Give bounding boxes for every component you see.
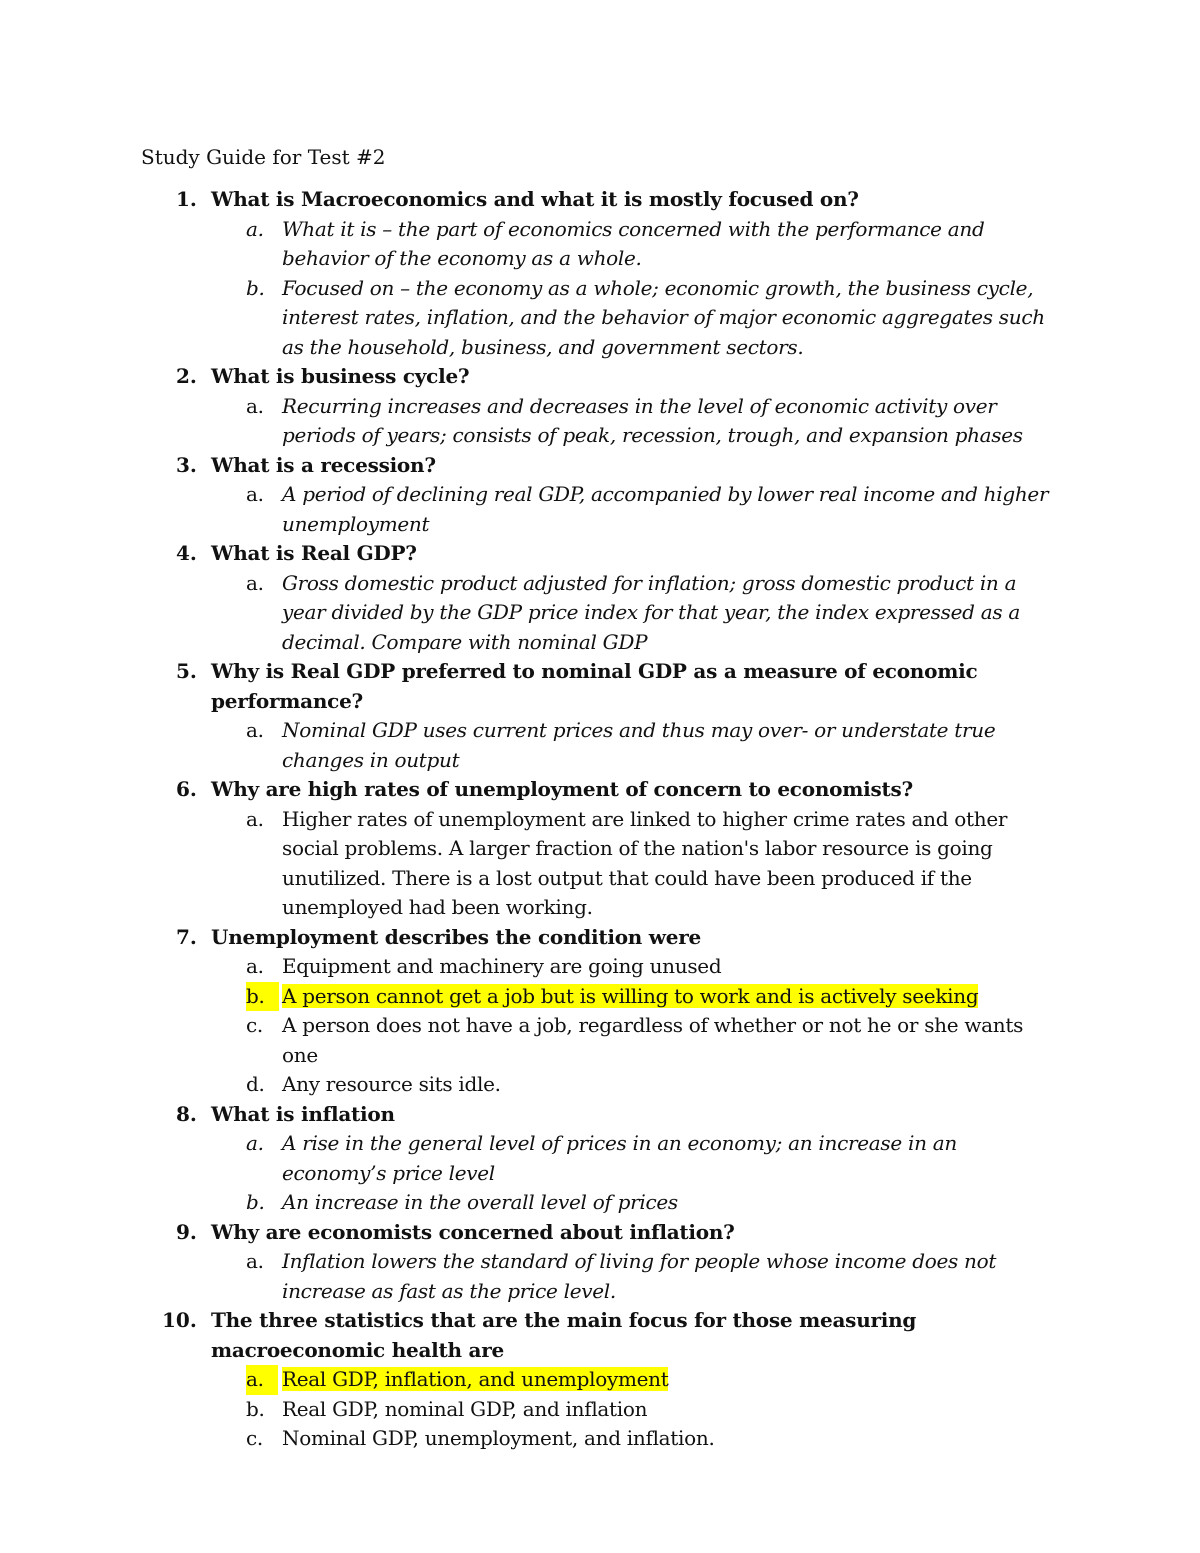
question-number: 7. — [176, 924, 197, 949]
answer-text: Recurring increases and decreases in the level of economic activity over periods of years; consists of peak, recession, trough, and expansion phases — [282, 393, 1023, 447]
answer-item — [211, 480, 1061, 539]
question-number: 10. — [162, 1308, 197, 1332]
question-number: 2. — [176, 364, 197, 388]
answer-item — [211, 1011, 1061, 1070]
answer-list — [211, 480, 1061, 539]
answer-letter: a. — [246, 570, 264, 595]
answer-list — [211, 1365, 1061, 1454]
question-item — [141, 539, 1061, 657]
question-text: Why is Real GDP preferred to nominal GDP as a measure of economic performance? — [211, 659, 978, 713]
answer-item — [211, 569, 1061, 658]
answer-letter: d. — [246, 1072, 265, 1096]
question-text: What is inflation — [211, 1101, 395, 1126]
answer-list — [211, 1129, 1061, 1218]
answer-letter: a. — [246, 482, 264, 506]
question-number: 3. — [176, 452, 197, 477]
question-number: 5. — [176, 659, 197, 683]
answer-item — [211, 1395, 1061, 1425]
answer-item — [211, 1424, 1061, 1454]
question-item — [141, 1218, 1061, 1307]
answer-letter: c. — [246, 1013, 263, 1037]
answer-text: An increase in the overall level of prices — [282, 1190, 678, 1214]
question-text: What is a recession? — [211, 452, 436, 477]
answer-list — [211, 716, 1061, 775]
answer-item — [211, 1070, 1061, 1100]
answer-text: Focused on – the economy as a whole; economic growth, the business cycle, interest rates, inflation, and the behavior of major economic aggregates such as the household, business, and government sectors. — [282, 275, 1045, 359]
answer-letter: b. — [246, 275, 265, 300]
question-number: 6. — [176, 777, 197, 801]
answer-item — [211, 805, 1061, 923]
answer-letter: b. — [246, 1396, 265, 1421]
answer-text: Gross domestic product adjusted for inflation; gross domestic product in a year divided by the GDP price index for that year, the index expressed as a decimal. Compare with nominal GDP — [282, 570, 1020, 654]
question-text: What is Real GDP? — [211, 541, 417, 565]
answer-letter: a. — [246, 954, 264, 978]
answer-letter: a. — [246, 216, 264, 241]
question-number: 1. — [176, 187, 197, 211]
answer-item — [211, 1129, 1061, 1188]
highlighted-answer-text: A person cannot get a job but is willing to work and is actively seeking — [282, 983, 979, 1008]
answer-item — [211, 274, 1061, 363]
highlighted-answer-text: Real GDP, inflation, and unemployment — [282, 1367, 669, 1391]
answer-list — [211, 569, 1061, 658]
answer-item — [211, 215, 1061, 274]
answer-letter: a. — [246, 806, 264, 831]
answer-item — [211, 716, 1061, 775]
answer-letter: c. — [246, 1426, 263, 1450]
answer-text: Real GDP, nominal GDP, and inflation — [282, 1396, 648, 1421]
question-item — [141, 775, 1061, 923]
answer-letter: a. — [246, 1249, 264, 1273]
answer-text: Inflation lowers the standard of living for people whose income does not increase as fast as the price level. — [282, 1249, 997, 1303]
answer-letter: b. — [246, 982, 279, 1012]
question-list — [141, 185, 1061, 1454]
question-text: Unemployment describes the condition were — [211, 924, 701, 949]
question-text: The three statistics that are the main focus for those measuring macroeconomic health are — [211, 1308, 917, 1362]
answer-letter: a. — [246, 718, 264, 742]
answer-text: Nominal GDP, unemployment, and inflation. — [282, 1426, 715, 1450]
answer-letter: b. — [246, 1190, 265, 1214]
question-number: 4. — [176, 541, 197, 565]
answer-list — [211, 215, 1061, 363]
answer-text: Higher rates of unemployment are linked to higher crime rates and other social problems. A larger fraction of the nation's labor resource is going unutilized. There is a lost output that could have been produced if the unemployed had been working. — [282, 806, 1008, 919]
answer-list — [211, 805, 1061, 923]
question-text: What is business cycle? — [211, 364, 470, 388]
question-number: 9. — [176, 1219, 197, 1244]
answer-item — [211, 1247, 1061, 1306]
answer-text: A period of declining real GDP, accompanied by lower real income and higher unemployment — [282, 482, 1049, 536]
question-text: What is Macroeconomics and what it is mostly focused on? — [211, 187, 859, 211]
answer-item-correct — [211, 1365, 1061, 1395]
answer-letter: a. — [246, 1365, 278, 1395]
question-item — [141, 923, 1061, 1100]
question-item — [141, 1306, 1061, 1454]
answer-letter: a. — [246, 393, 264, 418]
question-item — [141, 657, 1061, 775]
answer-item — [211, 392, 1061, 451]
answer-text: A rise in the general level of prices in an economy; an increase in an economy’s price level — [282, 1131, 957, 1185]
question-number: 8. — [176, 1101, 197, 1126]
answer-text: What it is – the part of economics concerned with the performance and behavior of the economy as a whole. — [282, 216, 985, 270]
question-item — [141, 185, 1061, 362]
question-item — [141, 362, 1061, 451]
answer-list — [211, 952, 1061, 1100]
answer-text: Nominal GDP uses current prices and thus may over- or understate true changes in output — [282, 718, 996, 772]
answer-text: A person does not have a job, regardless of whether or not he or she wants one — [282, 1013, 1024, 1067]
answer-list — [211, 1247, 1061, 1306]
answer-letter: a. — [246, 1131, 264, 1155]
answer-item-correct — [211, 982, 1061, 1012]
question-text: Why are economists concerned about inflation? — [211, 1219, 735, 1244]
answer-text: Equipment and machinery are going unused — [282, 954, 722, 978]
answer-list — [211, 392, 1061, 451]
question-item — [141, 451, 1061, 540]
answer-item — [211, 952, 1061, 982]
answer-item — [211, 1188, 1061, 1218]
answer-text: Any resource sits idle. — [282, 1072, 501, 1096]
document-title: Study Guide for Test #2 — [141, 145, 386, 169]
question-item — [141, 1100, 1061, 1218]
question-text: Why are high rates of unemployment of concern to economists? — [211, 777, 913, 801]
